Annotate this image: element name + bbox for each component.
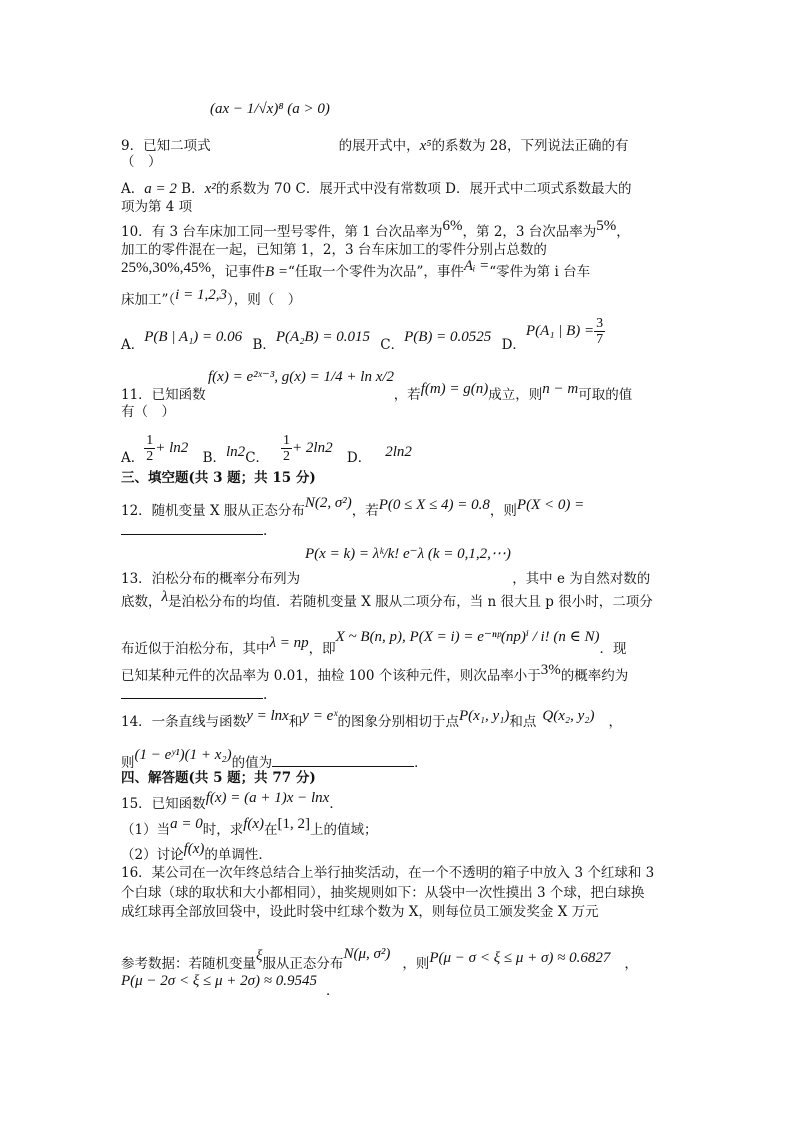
q11-option-c-fraction — [281, 433, 292, 464]
q9-paren: （ ） — [121, 154, 162, 170]
q9-binomial-formula — [210, 100, 330, 118]
q10-text-line3a: ，记事件 — [211, 264, 265, 280]
q15-text-b: ． — [329, 796, 343, 812]
q13-lambda: λ — [161, 589, 168, 605]
q15-p1-text-b: 时，求 — [202, 822, 244, 838]
section-3-title: 三、填空题(共 3 题；共 15 分) — [121, 470, 316, 486]
q16-text-3: 成红球再全部放回袋中，设此时袋中红球个数为 X，则每位员工颁发奖金 X 万元 — [121, 904, 599, 920]
q10-option-c: P(B) = 0.0525 — [404, 329, 492, 345]
q15-part2 — [121, 841, 272, 864]
q11-option-a-tail: + ln2 — [155, 440, 189, 456]
q16-text-2: 个白球（球的取状和大小都相同），抽奖规则如下：从袋中一次性摸出 3 个球，把白球换 — [121, 885, 645, 901]
q11-text-d: 可取的值 — [578, 387, 633, 403]
q10-rate-2: 5% — [596, 218, 617, 234]
q14-point-p: P(x₁, y₁) — [458, 708, 510, 724]
q14-text-2a: 则 — [121, 755, 135, 771]
q16-prob-2sigma: P(μ − 2σ < ξ ≤ μ + 2σ) ≈ 0.9545 — [121, 973, 318, 989]
q15-p1-text-d: 上的值域； — [310, 822, 378, 838]
q11-text-c: 成立，则 — [488, 387, 543, 403]
q14-text-2b: 的值为 — [231, 755, 273, 771]
q9-power-term: x⁵ — [419, 138, 432, 154]
q9-option-b-label: B． — [181, 181, 205, 197]
q11-c-den: 2 — [283, 449, 291, 464]
q13-text-1a: 13．泊松分布的概率分布列为 — [121, 571, 301, 587]
q12-text-a: 12．随机变量 X 服从正态分布 — [121, 503, 305, 519]
q10-text-line3b: “任取一个零件为次品”，事件 — [288, 264, 464, 280]
q11-a-num: 1 — [146, 433, 154, 448]
q9-option-a: a = 2 — [144, 181, 177, 197]
q15-function: f(x) = (a + 1)x − lnx — [205, 790, 330, 806]
q14-text-1c: 的图象分别相切于点 — [337, 714, 459, 730]
q16-line2 — [121, 884, 644, 902]
q13-line2 — [121, 589, 653, 611]
q11-option-d-label: D． — [346, 450, 372, 466]
q12-distribution: N(2, σ²) — [304, 495, 352, 511]
q15-p2-fx: f(x) — [183, 841, 205, 857]
q16-line3 — [121, 903, 599, 921]
q13-formula: P(x = k) = λᵏ/k! e⁻λ (k = 0,1,2,⋯) — [305, 546, 511, 562]
q13-text-3b: ，即 — [308, 641, 336, 657]
q10-index: i = 1,2,3 — [175, 287, 227, 303]
q13-text-2a: 底数， — [121, 594, 162, 610]
q10-line1 — [121, 218, 630, 241]
q10-options — [121, 316, 605, 361]
q10-event-b: B = — [265, 264, 289, 280]
q10-text-line3c: “零件为第 i 台车 — [489, 264, 591, 280]
q13-answer-blank[interactable] — [121, 684, 263, 699]
q16-line1 — [121, 864, 654, 882]
q10-option-a-label: A． — [121, 337, 145, 353]
q11-text-a: 11．已知函数 — [121, 387, 206, 403]
q13-text-2b: 是泊松分布的均值．若随机变量 X 服从二项分布，当 n 很大且 p 很小时，二项分 — [168, 594, 653, 610]
q9-option-c: C．展开式中没有常数项 — [295, 181, 441, 197]
q14-answer-blank[interactable] — [272, 752, 414, 767]
q15-p1-interval: [1, 2] — [277, 816, 311, 832]
q9-option-d-cont — [121, 198, 192, 216]
q14-text-2c: ． — [414, 755, 428, 771]
q16-prob-1sigma: P(μ − σ < ξ ≤ μ + σ) ≈ 0.6827 — [429, 950, 611, 966]
q11-condition: f(m) = g(n) — [420, 381, 489, 397]
q10-text-a: 10．有 3 台车床加工同一型号零件，第 1 台次品率为 — [121, 224, 443, 240]
q15-p1-condition: a = 0 — [170, 816, 203, 832]
q11-text-b: ，若 — [393, 387, 421, 403]
q14-func-exp: y = eˣ — [302, 708, 338, 724]
q9-stem — [121, 137, 628, 155]
q15-p1-text-a: （1）当 — [121, 822, 171, 838]
q9-option-b-text: 的系数为 70 — [215, 181, 292, 197]
q15-stem — [121, 790, 343, 813]
q11-functions: f(x) = e²ˣ⁻³, g(x) = 1/4 + ln x/2 — [208, 369, 395, 385]
q15-p2-text-b: 的单调性． — [204, 847, 272, 863]
q9-formula-top: (ax − 1/√x)⁸ (a > 0) — [210, 101, 330, 117]
q10-text-c: ， — [616, 224, 630, 240]
q10-fraction-den: 7 — [596, 332, 604, 347]
q9-option-d: D．展开式中二项式系数最大的 — [445, 181, 632, 197]
q11-option-a-label: A． — [121, 450, 145, 466]
q13-blank: . — [121, 684, 267, 704]
q16-xi: ξ — [256, 948, 263, 964]
q13-line3 — [121, 629, 627, 658]
q14-text-1e: ， — [608, 714, 622, 730]
q14-expression: (1 − eʸ¹)(1 + x₂) — [134, 747, 232, 763]
q14-text-1b: 和 — [288, 714, 303, 730]
q11-option-b: ln2 — [226, 444, 246, 460]
q11-option-a-fraction — [144, 433, 155, 464]
q10-option-d: P(A₁ | B) = — [525, 323, 595, 339]
section-4-heading — [121, 769, 316, 787]
q9-option-b-math: x² — [204, 181, 216, 197]
q11-a-den: 2 — [146, 449, 154, 464]
q9-stem-text-d: 的系数为 28，下列说法正确的有 — [431, 138, 629, 154]
q14-text-1a: 14．一条直线与函数 — [121, 714, 247, 730]
q13-text-3a: 布近似于泊松分布，其中 — [121, 641, 270, 657]
section-3-heading — [121, 469, 316, 487]
q9-option-a-label: A． — [121, 181, 145, 197]
q14-line1 — [121, 708, 622, 731]
q10-text-line2: 加工的零件混在一起，已知第 1，2，3 台车床加工的零件分别占总数的 — [121, 242, 547, 258]
q10-option-c-label: C． — [380, 337, 405, 353]
q10-option-d-fraction — [594, 316, 605, 347]
q11-c-num: 1 — [283, 433, 291, 448]
q13-line1 — [121, 570, 650, 588]
q12-condition: P(0 ≤ X ≤ 4) = 0.8 — [378, 497, 490, 513]
q13-percent: 3% — [540, 662, 561, 678]
q13-line4 — [121, 662, 629, 685]
q12-answer-blank[interactable] — [121, 520, 263, 535]
q10-text-line4a: 床加工”（ — [121, 292, 176, 308]
q10-line4 — [121, 287, 302, 309]
q9-stem-text-b: 的展开式中， — [338, 138, 420, 154]
q9-option-d-text: 项为第 4 项 — [121, 199, 193, 215]
q12-text-c: ，则 — [489, 503, 517, 519]
q12-question: P(X < 0) = — [516, 497, 585, 513]
q14-text-1d: 和点 — [509, 714, 537, 730]
q16-reference-line2 — [121, 972, 317, 990]
q11-text-e: 有（ ） — [121, 404, 175, 420]
q10-option-a: P(B | A₁) = 0.06 — [144, 329, 243, 345]
q12-stem — [121, 495, 585, 520]
q16-ref-text-d: ， — [624, 956, 638, 972]
q13-poisson-formula — [305, 545, 511, 563]
q11-option-c-label: C． — [245, 450, 270, 466]
q9-answer-paren — [121, 153, 162, 171]
q10-option-b-label: B． — [252, 337, 276, 353]
q15-p1-fx: f(x) — [243, 816, 265, 832]
q11-option-c-tail: + 2ln2 — [292, 440, 333, 456]
q13-text-4b: 的概率约为 — [560, 668, 629, 684]
q13-text-4a: 已知某种元件的次品率为 0.01，抽检 100 个该种元件，则次品率小于 — [121, 668, 541, 684]
q9-stem-text: 9．已知二项式 — [121, 138, 211, 154]
q11-expression: n − m — [542, 381, 579, 397]
q10-text-b: ，第 2，3 台次品率为 — [462, 224, 597, 240]
q11-stem-cont — [121, 403, 175, 421]
section-4-title: 四、解答题(共 5 题；共 77 分) — [121, 770, 316, 786]
q15-p2-text-a: （2）讨论 — [121, 847, 184, 863]
q14-func-ln: y = lnx — [246, 708, 289, 724]
q16-ref-text-a: 参考数据：若随机变量 — [121, 956, 256, 972]
q10-text-line4b: ），则（ ） — [226, 292, 302, 308]
q10-fraction-num: 3 — [596, 316, 604, 331]
q15-p1-text-c: 在 — [264, 822, 278, 838]
q11-option-b-label: B． — [202, 450, 227, 466]
q10-rate-1: 6% — [442, 218, 463, 234]
q10-event-ai: Aᵢ = — [463, 258, 490, 274]
q11-option-d: 2ln2 — [385, 444, 412, 460]
q13-text-1b: ，其中 e 为自然对数的 — [512, 571, 651, 587]
q11-stem — [121, 381, 633, 404]
q11-func-def — [208, 368, 394, 386]
q10-line2 — [121, 241, 547, 259]
q16-reference-end — [326, 982, 340, 1000]
q16-ref-text-c: ，则 — [402, 956, 430, 972]
q10-option-b: P(A₂B) = 0.015 — [275, 329, 370, 345]
q16-ref-text-b: 服从正态分布 — [262, 956, 344, 972]
q16-ref-text-e: ． — [326, 983, 340, 999]
q14-point-q: Q(x₂, y₂) — [542, 708, 595, 724]
q15-text-a: 15．已知函数 — [121, 796, 206, 812]
q9-options — [121, 180, 632, 198]
q13-text-3c: ．现 — [599, 641, 627, 657]
q15-part1 — [121, 816, 378, 839]
q12-text-b: ，若 — [351, 503, 379, 519]
q13-binomial: X ~ B(n, p), P(X = i) = e⁻ⁿᵖ(np)ⁱ / i! (n ∈ N) — [335, 629, 600, 645]
q13-lambda-eq: λ = np — [269, 635, 309, 651]
q10-line3 — [121, 258, 591, 281]
q16-reference-line1 — [121, 946, 638, 973]
q12-blank: . — [121, 520, 267, 540]
q16-distribution: N(μ, σ²) — [343, 946, 391, 962]
q10-option-d-label: D． — [501, 337, 526, 353]
q10-shares: 25%,30%,45% — [121, 260, 211, 276]
q16-text-1: 16．某公司在一次年终总结合上举行抽奖活动，在一个不透明的箱子中放入 3 个红球和 3 — [121, 865, 655, 881]
